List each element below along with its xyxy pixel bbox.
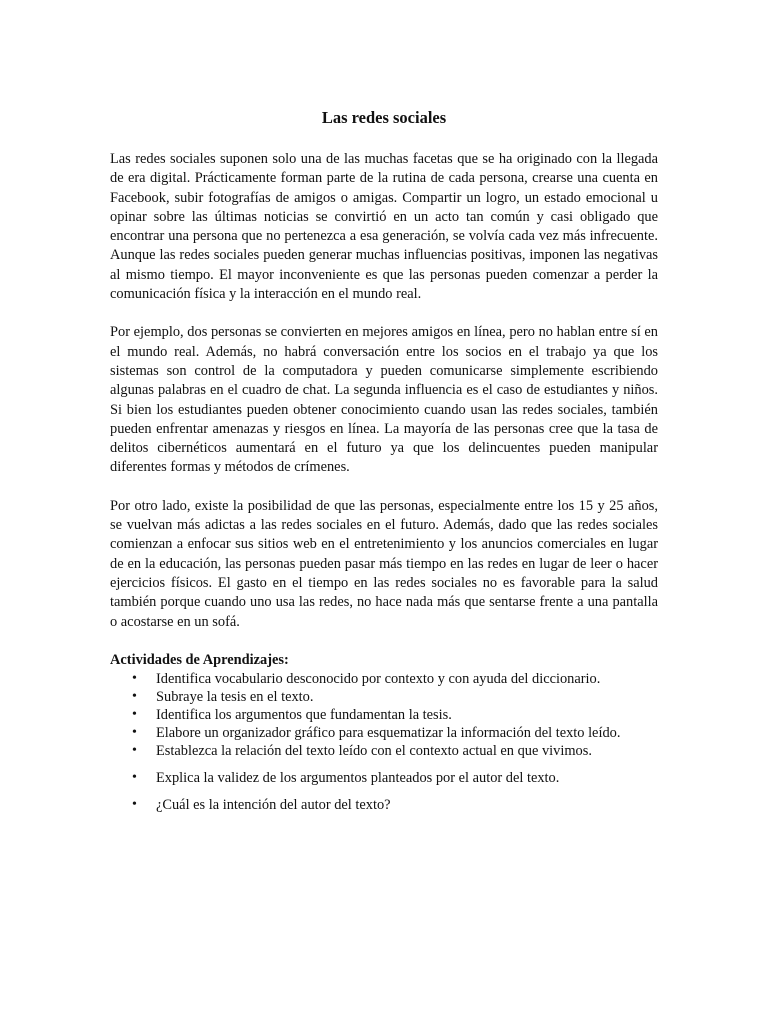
activity-text: Establezca la relación del texto leído con el contexto actual en que vivimos. <box>156 743 592 760</box>
activity-item <box>110 706 658 724</box>
paragraph-examples: Por ejemplo, dos personas se convierten en mejores amigos en línea, pero no hablan entre sí en el mundo real. Además, no habrá conversación entre los socios en el trabajo ya que los sistemas son control de la computadora y pueden comunicarse simplemente escribiendo algunas palabras en el cuadro de chat. La segunda influencia es el caso de estudiantes y niños. Si bien los estudiantes pueden obtener conocimiento cuando usan las redes sociales, también pueden enfrentar amenazas y riesgos en línea. La mayoría de las personas cree que la tasa de delitos cibernéticos aumentará en el futuro ya que los delincuentes pueden manipular diferentes formas y métodos de crímenes. <box>110 324 658 476</box>
document-page <box>110 106 658 814</box>
bullet-icon: • <box>132 707 137 723</box>
bullet-icon: • <box>132 671 137 687</box>
activities-heading: Actividades de Aprendizajes: <box>110 651 289 668</box>
activity-text: Identifica vocabulario desconocido por contexto y con ayuda del diccionario. <box>156 671 601 688</box>
activity-item <box>110 796 658 814</box>
paragraph-addiction: Por otro lado, existe la posibilidad de que las personas, especialmente entre los 15 y 25 años, se vuelvan más adictas a las redes sociales en el futuro. Además, dado que las redes sociales comienzan a enfocar sus sitios web en el entretenimiento y los anuncios comerciales en lugar de en la educación, las personas pueden pasar más tiempo en las redes en lugar de leer o hacer ejercicios físicos. El gasto en el tiempo en las redes sociales no es favorable para la salud también porque cuando uno usa las redes, no hace nada más que sentarse frente a una pantalla o acostarse en un sofá. <box>110 497 658 630</box>
activity-item <box>110 769 658 787</box>
activity-text: ¿Cuál es la intención del autor del texto? <box>156 797 391 814</box>
paragraph-intro: Las redes sociales suponen solo una de las muchas facetas que se ha originado con la llegada de era digital. Prácticamente forman parte de la rutina de cada persona, crearse una cuenta en Facebook, subir fotografías de amigos o amigas. Compartir un logro, un estado emocional u opinar sobre las últimas noticias se convirtió en un acto tan común y casi obligado que encontrar una persona que no pertenezca a esa generación, se volvía cada vez más infrecuente. Aunque las redes sociales pueden generar muchas influencias positivas, imponen las negativas al mismo tiempo. El mayor inconveniente es que las personas pueden comenzar a perder la comunicación física y la interacción en el mundo real. <box>110 151 658 303</box>
activity-item <box>110 742 658 760</box>
bullet-icon: • <box>132 797 137 813</box>
document-title: Las redes sociales <box>321 108 447 127</box>
activity-text: Explica la validez de los argumentos planteados por el autor del texto. <box>156 770 560 787</box>
activity-text: Elabore un organizador gráfico para esquematizar la información del texto leído. <box>156 725 621 742</box>
activity-item <box>110 688 658 706</box>
bullet-icon: • <box>132 689 137 705</box>
activity-item <box>110 724 658 742</box>
bullet-icon: • <box>132 770 137 786</box>
bullet-icon: • <box>132 743 137 759</box>
bullet-icon: • <box>132 725 137 741</box>
activities-list <box>110 670 658 814</box>
activity-text: Identifica los argumentos que fundamentan la tesis. <box>156 707 452 724</box>
activity-item <box>110 670 658 688</box>
activity-text: Subraye la tesis en el texto. <box>156 689 314 706</box>
